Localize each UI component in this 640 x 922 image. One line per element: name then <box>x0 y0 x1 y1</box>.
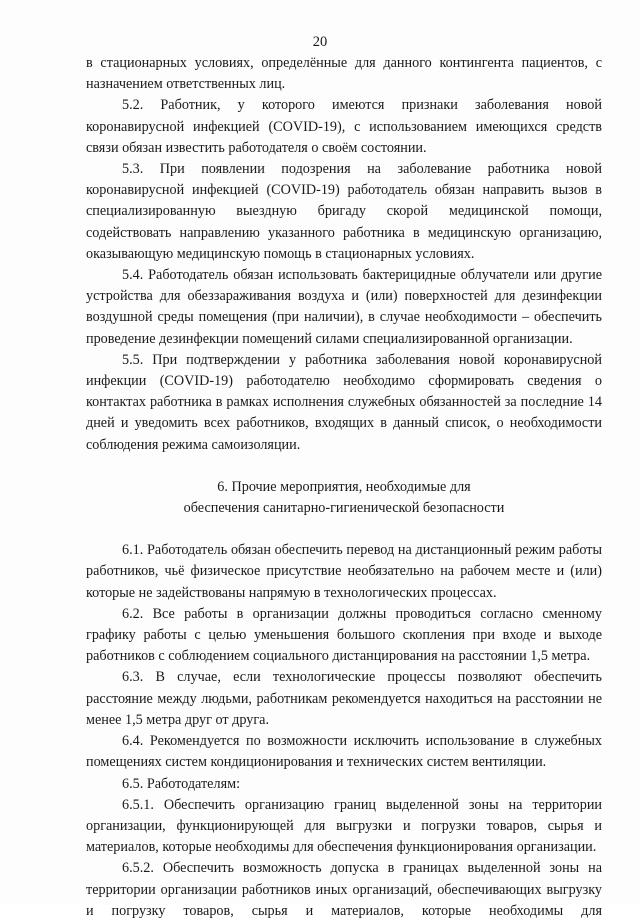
paragraph-6-5: 6.5. Работодателям: <box>122 775 241 792</box>
section-heading-line-1: 6. Прочие мероприятия, необходимые для <box>217 478 471 495</box>
paragraph-5-5: 5.5. При подтверждении у работника заболевания новой коронавирусной инфекции (COVID-19) работодателю необходимо сформировать сведения о контактах работника в рамках исполнения служебных обязанностей за последние 14 дней и уведомить всех работников, входящих в данный список, о необходимости соблюдения режима самоизоляции. <box>86 351 602 453</box>
paragraph-6-5-1: 6.5.1. Обеспечить организацию границ выделенной зоны на территории организации, функционирующей для выгрузки и погрузки товаров, сырья и материалов, которые необходимы для обеспечения функционирования организации. <box>86 796 602 856</box>
page-number: 20 <box>312 34 328 50</box>
paragraph-5-3: 5.3. При появлении подозрения на заболевание работника новой коронавирусной инфекцией (COVID-19) работодатель обязан направить вызов в специализированную выездную бригаду скорой медицинской помощи, содействовать направлению указанного работника в медицинскую организацию, оказывающую медицинскую помощь в стационарных условиях. <box>86 161 602 262</box>
paragraph-continued: в стационарных условиях, определённые для данного контингента пациентов, с назначением ответственных лиц. <box>86 55 602 93</box>
paragraph-6-1: 6.1. Работодатель обязан обеспечить перевод на дистанционный режим работы работников, чьё физическое присутствие необязательно на рабочем месте и (или) которые не задействованы напрямую в технологических процессах. <box>86 542 602 601</box>
paragraph-6-4: 6.4. Рекомендуется по возможности исключить использование в служебных помещениях систем кондиционирования и технических систем вентиляции. <box>86 733 602 771</box>
spacer <box>86 456 602 477</box>
document-body <box>86 53 602 922</box>
paragraph-6-3: 6.3. В случае, если технологические процессы позволяют обеспечить расстояние между людьми, работникам рекомендуется находиться на расстоянии не менее 1,5 метра друг от друга. <box>86 669 602 728</box>
paragraph-5-4: 5.4. Работодатель обязан использовать бактерицидные облучатели или другие устройства для обеззараживания воздуха и (или) поверхностей для дезинфекции воздушной среды помещения (при наличии), в случае необходимости – обеспечить проведение дезинфекции помещений силами специализированной организации. <box>86 267 602 347</box>
paragraph-6-2: 6.2. Все работы в организации должны проводиться согласно сменному графику работы с целью уменьшения большого скопления при входе и выходе работников с соблюдением социального дистанцирования на расстоянии 1,5 метра. <box>86 605 602 665</box>
section-heading-line-2: обеспечения санитарно-гигиенической безопасности <box>183 500 505 517</box>
paragraph-6-5-2: 6.5.2. Обеспечить возможность допуска в границах выделенной зоны на территории организации работников иных организаций, обеспечивающих выгрузку и погрузку товаров, сырья и материалов, которые необходимы для <box>86 860 602 919</box>
spacer <box>86 519 602 540</box>
paragraph-5-2: 5.2. Работник, у которого имеются признаки заболевания новой коронавирусной инфекцией (COVID-19), с использованием имеющихся средств связи обязан известить работодателя о своём состоянии. <box>86 97 602 156</box>
